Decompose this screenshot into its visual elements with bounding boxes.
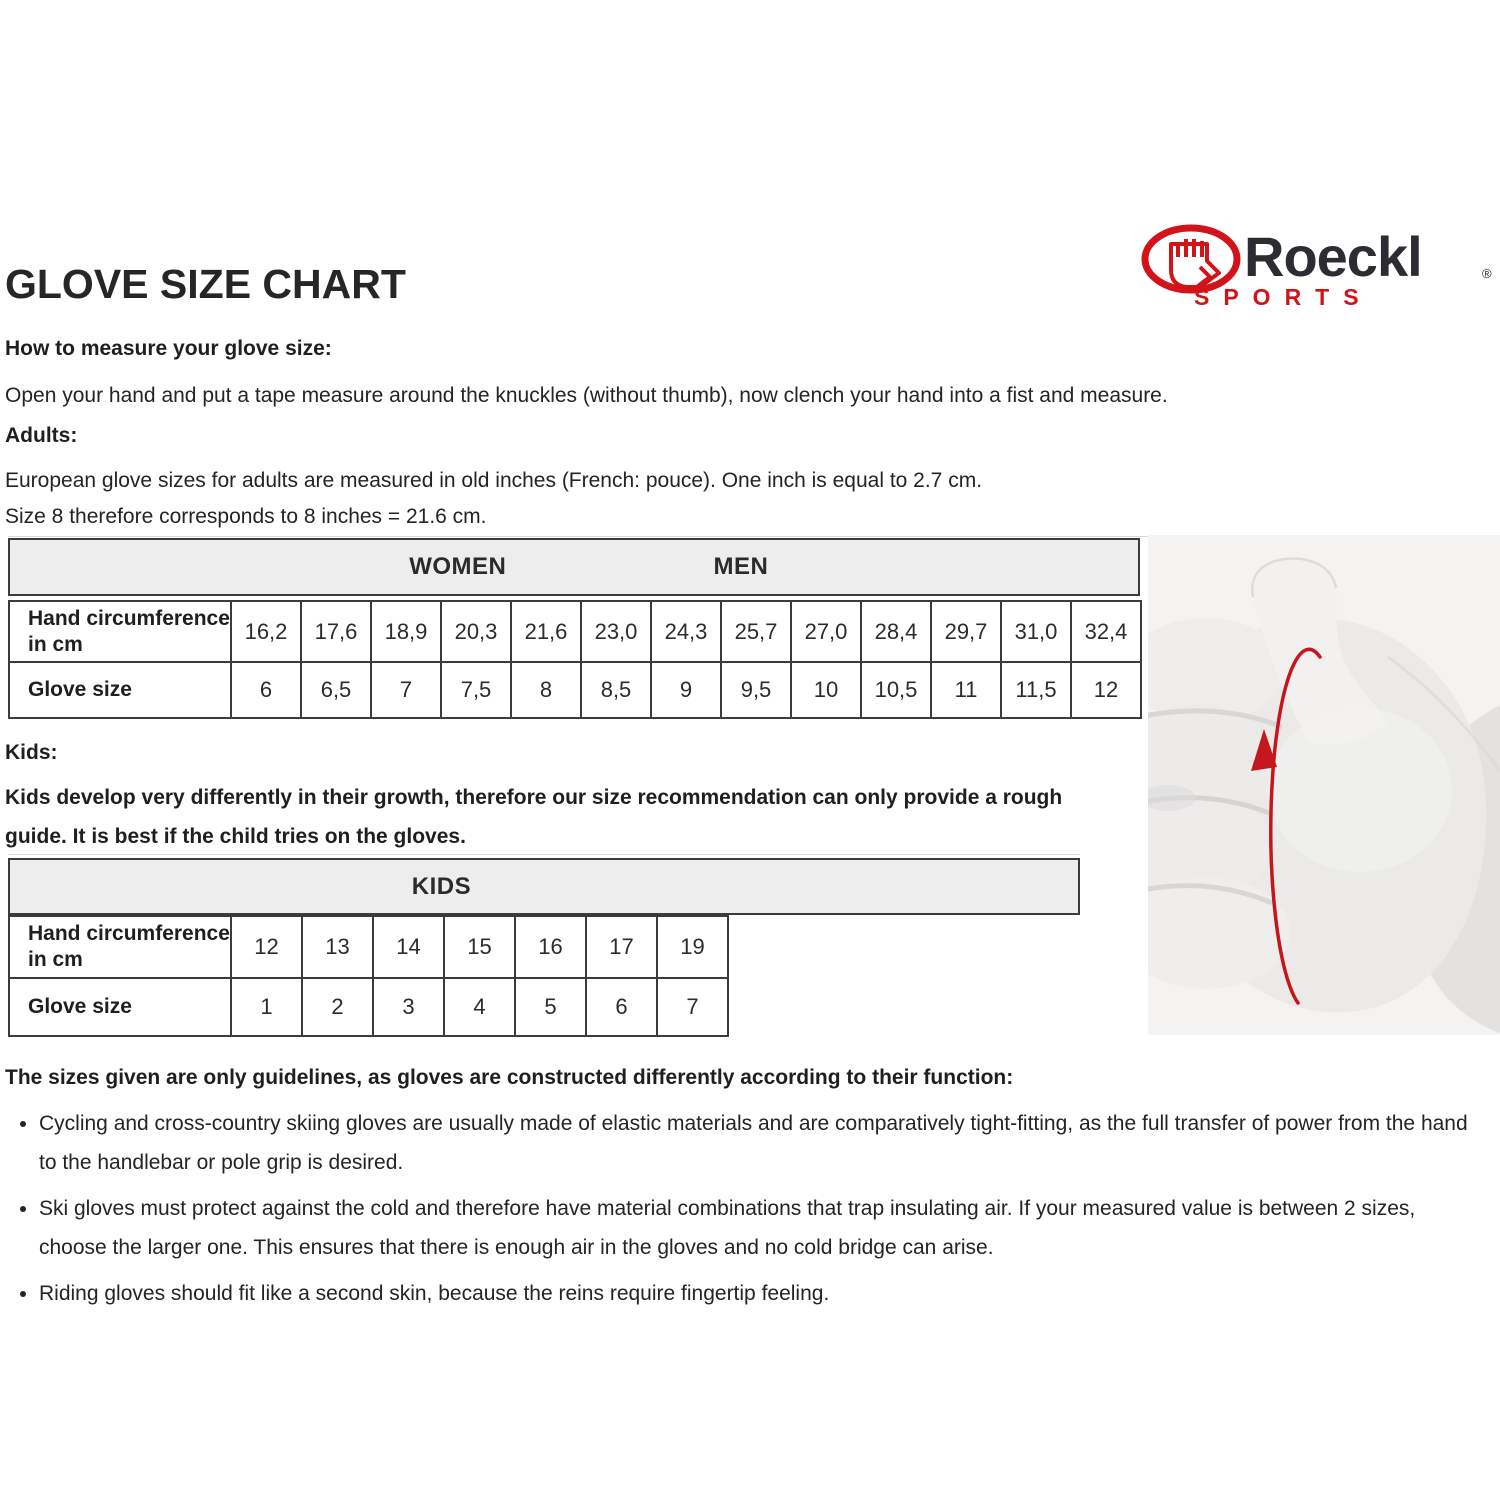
guideline-item: • Cycling and cross-country skiing gloves are usually made of elastic materials and are comparatively tight-fitting, as the full transfer of power from the hand to the handlebar or pole grip is desired.: [39, 1104, 1473, 1182]
adult-glove-size-value: 6,5: [301, 662, 371, 718]
kids-glove-size-value: 1: [231, 978, 302, 1036]
kids-circumference-value: 15: [444, 916, 515, 978]
adult-glove-size-value: 7,5: [441, 662, 511, 718]
guidelines-list: [5, 1104, 1473, 1320]
adult-glove-size-row-label: Glove size: [9, 662, 231, 718]
roeckl-wordmark: Roeckl: [1244, 225, 1422, 288]
adult-circumference-value: 23,0: [581, 601, 651, 662]
kids-circumference-value: 13: [302, 916, 373, 978]
adult-circumference-value: 25,7: [721, 601, 791, 662]
guideline-item: • Riding gloves should fit like a second skin, because the reins require fingertip feeling.: [39, 1274, 1473, 1313]
adult-glove-size-value: 12: [1071, 662, 1141, 718]
kids-glove-size-value: 4: [444, 978, 515, 1036]
adult-hand-circumference-row: [9, 601, 1141, 662]
kids-glove-size-row: [9, 978, 728, 1036]
adults-text-line2: Size 8 therefore corresponds to 8 inches = 21.6 cm.: [5, 505, 487, 528]
guideline-item: • Ski gloves must protect against the cold and therefore have material combinations that trap insulating air. If your measured value is between 2 sizes, choose the larger one. This ensures that there is enough air in the gloves and no cold bridge can arise.: [39, 1189, 1473, 1267]
adult-circumference-value: 16,2: [231, 601, 301, 662]
adult-circumference-value: 31,0: [1001, 601, 1071, 662]
adult-glove-size-value: 8,5: [581, 662, 651, 718]
kids-circumference-value: 16: [515, 916, 586, 978]
adult-circumference-value: 17,6: [301, 601, 371, 662]
adult-circumference-value: 29,7: [931, 601, 1001, 662]
how-to-measure-heading: How to measure your glove size:: [5, 337, 332, 360]
adult-glove-size-row: [9, 662, 1141, 718]
kids-circumference-value: 14: [373, 916, 444, 978]
how-to-measure-text: Open your hand and put a tape measure around the knuckles (without thumb), now clench your hand into a fist and measure.: [5, 384, 1168, 407]
kids-glove-size-value: 3: [373, 978, 444, 1036]
kids-table-group-header: [8, 858, 1080, 915]
kids-size-table: [8, 915, 729, 1037]
kids-circumference-row-label: Hand circumference in cm: [9, 916, 231, 978]
men-group-label: MEN: [713, 553, 769, 580]
kids-circumference-value: 17: [586, 916, 657, 978]
adult-glove-size-value: 10: [791, 662, 861, 718]
adult-glove-size-value: 10,5: [861, 662, 931, 718]
adult-glove-size-value: 11,5: [1001, 662, 1071, 718]
roeckl-logo: [1140, 220, 1498, 320]
adult-glove-size-value: 9,5: [721, 662, 791, 718]
adult-circumference-value: 28,4: [861, 601, 931, 662]
kids-text: Kids develop very differently in their growth, therefore our size recommendation can only provide a rough guide. It is best if the child tries on the gloves.: [5, 786, 1063, 848]
adult-circumference-value: 20,3: [441, 601, 511, 662]
roeckl-sports-label: SPORTS: [1194, 284, 1373, 310]
kids-circumference-value: 12: [231, 916, 302, 978]
kids-glove-size-value: 7: [657, 978, 728, 1036]
adult-glove-size-value: 11: [931, 662, 1001, 718]
adult-circumference-value: 18,9: [371, 601, 441, 662]
kids-glove-size-value: 6: [586, 978, 657, 1036]
page-title: GLOVE SIZE CHART: [5, 261, 406, 307]
kids-glove-size-value: 5: [515, 978, 586, 1036]
kids-heading: Kids:: [5, 741, 58, 764]
adults-text-line1: European glove sizes for adults are measured in old inches (French: pouce). One inch is equal to 2.7 cm.: [5, 469, 983, 492]
adult-glove-size-value: 9: [651, 662, 721, 718]
kids-glove-size-row-label: Glove size: [9, 978, 231, 1036]
adult-circumference-row-label: Hand circumference in cm: [9, 601, 231, 662]
adult-glove-size-value: 7: [371, 662, 441, 718]
adult-circumference-value: 21,6: [511, 601, 581, 662]
guidelines-heading: The sizes given are only guidelines, as gloves are constructed differently according to their function:: [5, 1066, 1014, 1089]
kids-glove-size-value: 2: [302, 978, 373, 1036]
adult-size-table: [8, 600, 1142, 719]
adult-circumference-value: 27,0: [791, 601, 861, 662]
adults-heading: Adults:: [5, 424, 78, 447]
adult-glove-size-value: 6: [231, 662, 301, 718]
hand-measurement-illustration: [1148, 535, 1500, 1035]
adult-circumference-value: 32,4: [1071, 601, 1141, 662]
adult-table-group-header: [8, 538, 1140, 596]
kids-circumference-value: 19: [657, 916, 728, 978]
kids-group-label: KIDS: [411, 872, 472, 900]
kids-hand-circumference-row: [9, 916, 728, 978]
registered-trademark-symbol: ®: [1482, 266, 1492, 281]
adult-circumference-value: 24,3: [651, 601, 721, 662]
adult-glove-size-value: 8: [511, 662, 581, 718]
women-group-label: WOMEN: [409, 553, 507, 580]
